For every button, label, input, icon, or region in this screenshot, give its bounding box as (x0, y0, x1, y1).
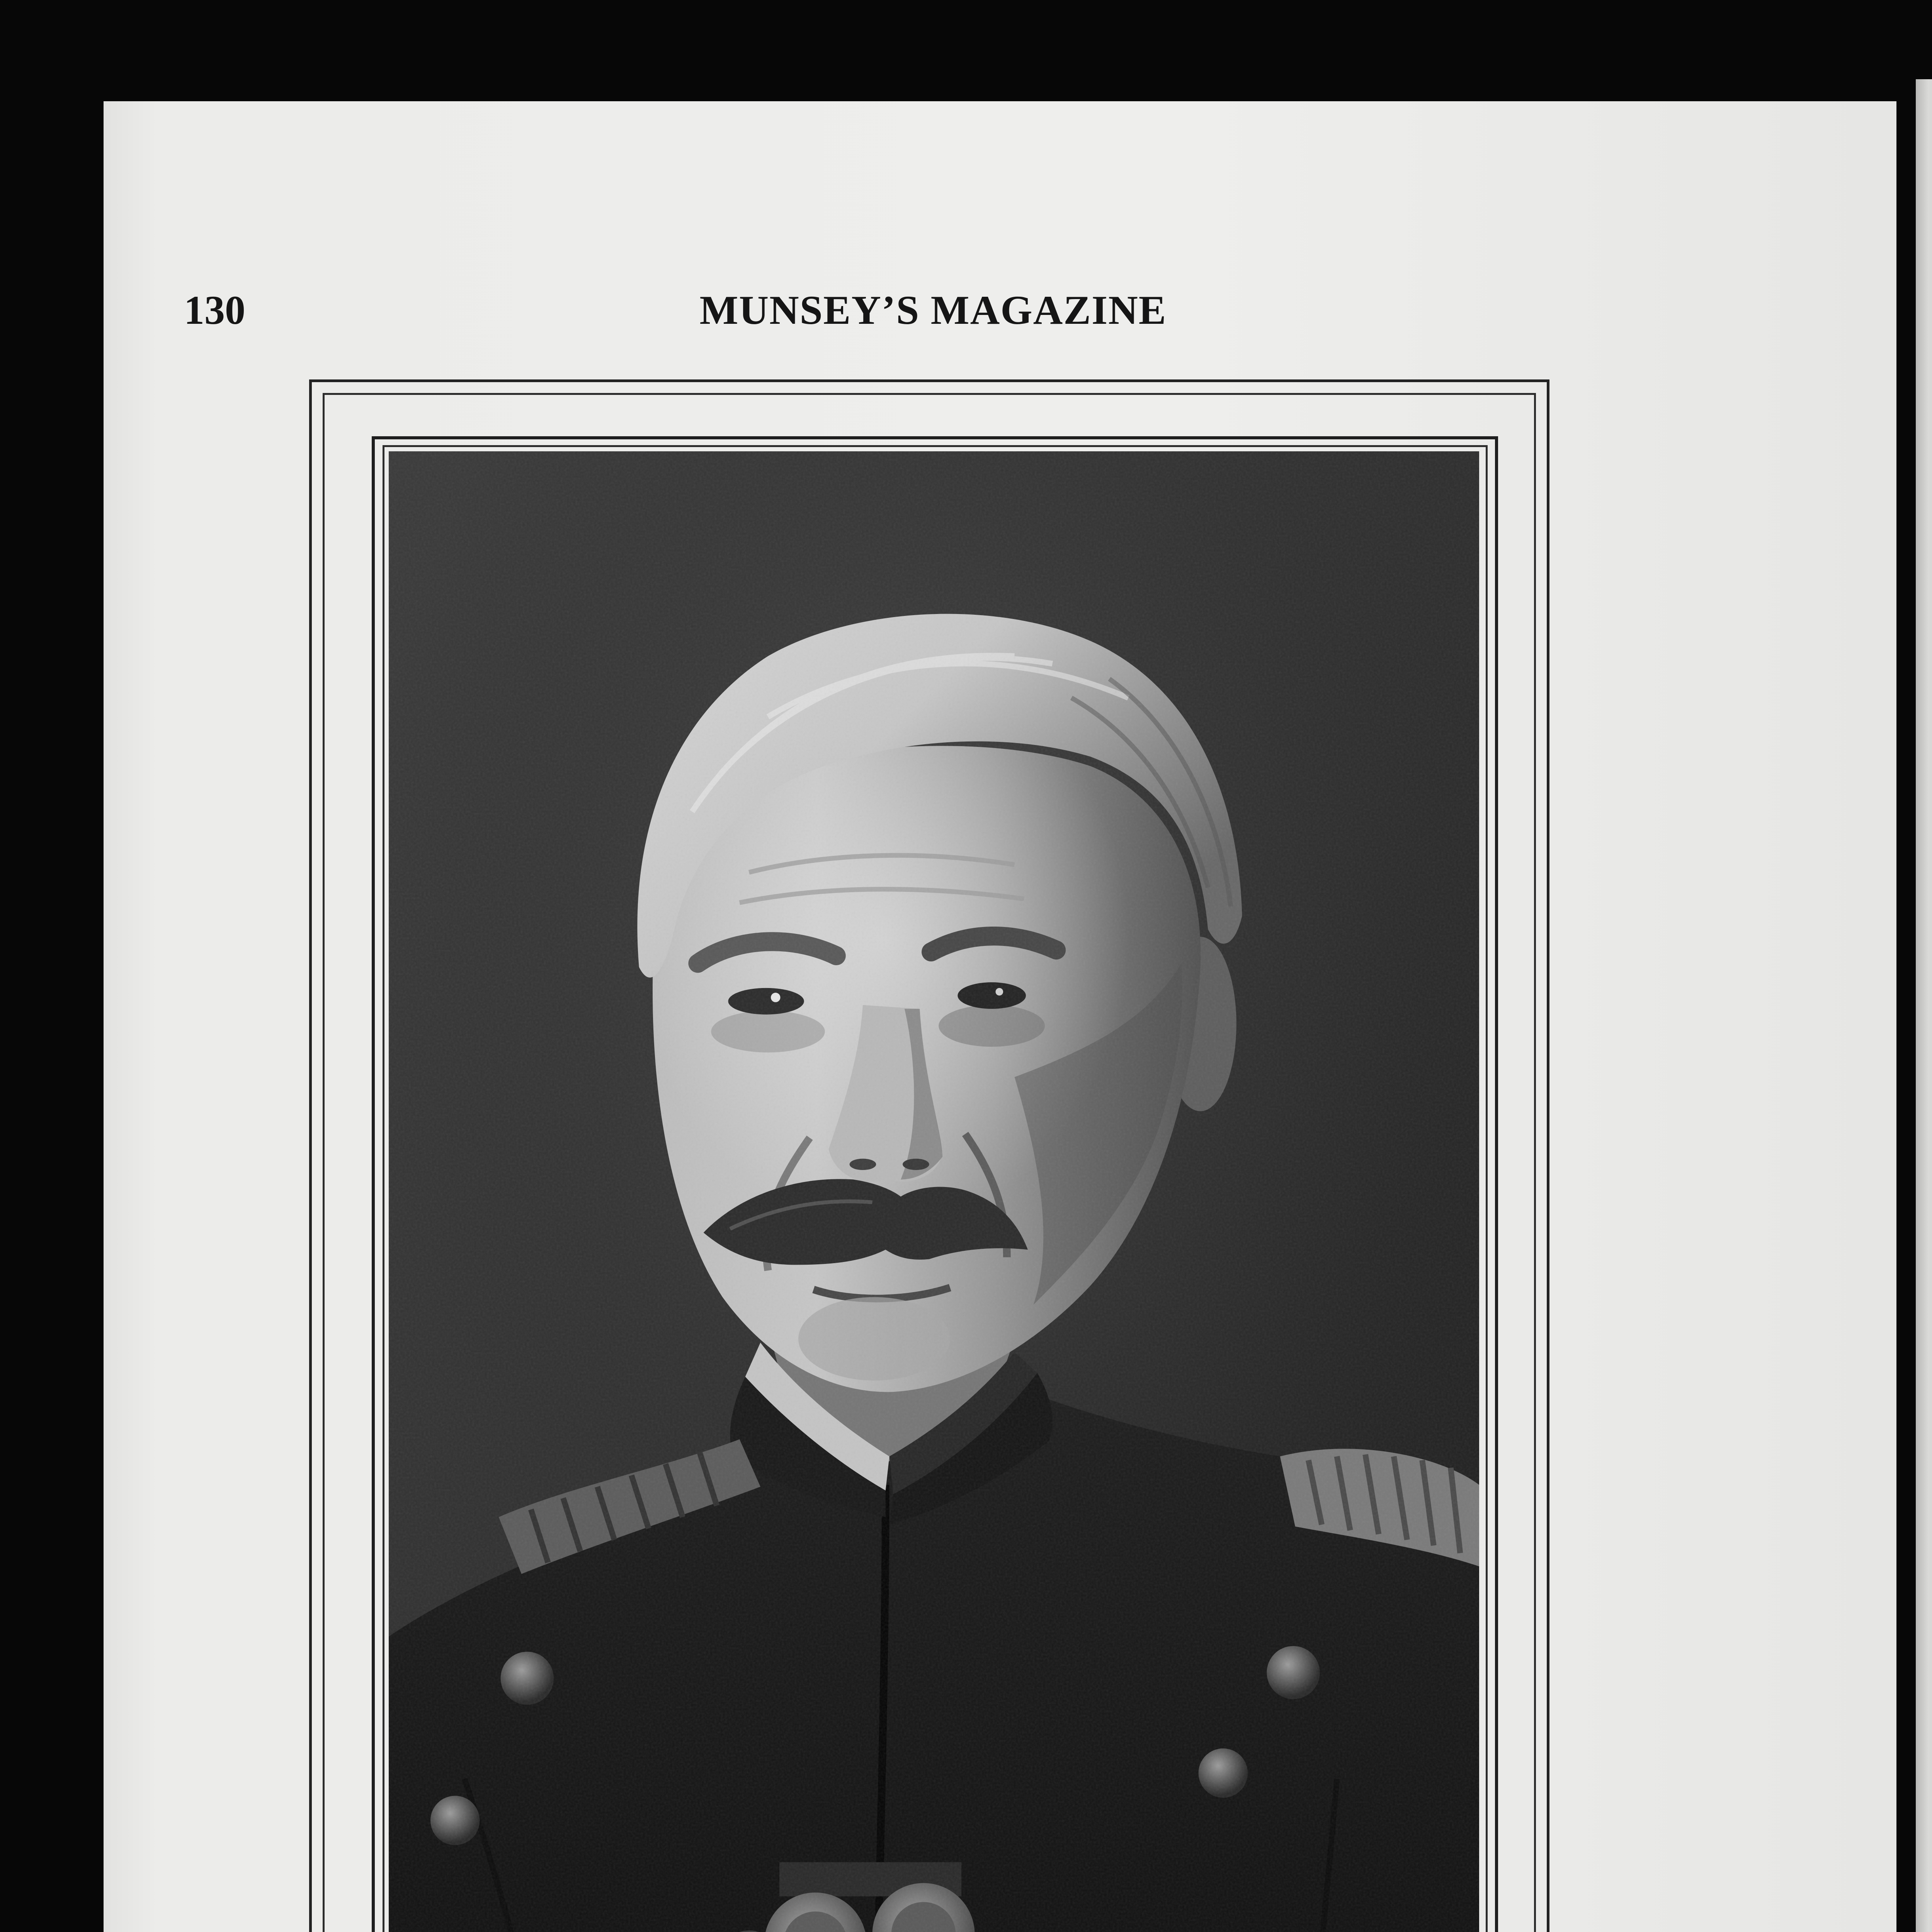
portrait-photo (389, 451, 1479, 1932)
magazine-page (104, 101, 1896, 1932)
running-head-title: MUNSEY’S MAGAZINE (699, 287, 1167, 333)
photo-grain (389, 451, 1479, 1932)
adjacent-page-edge (1916, 79, 1932, 1932)
page-number: 130 (184, 287, 245, 333)
